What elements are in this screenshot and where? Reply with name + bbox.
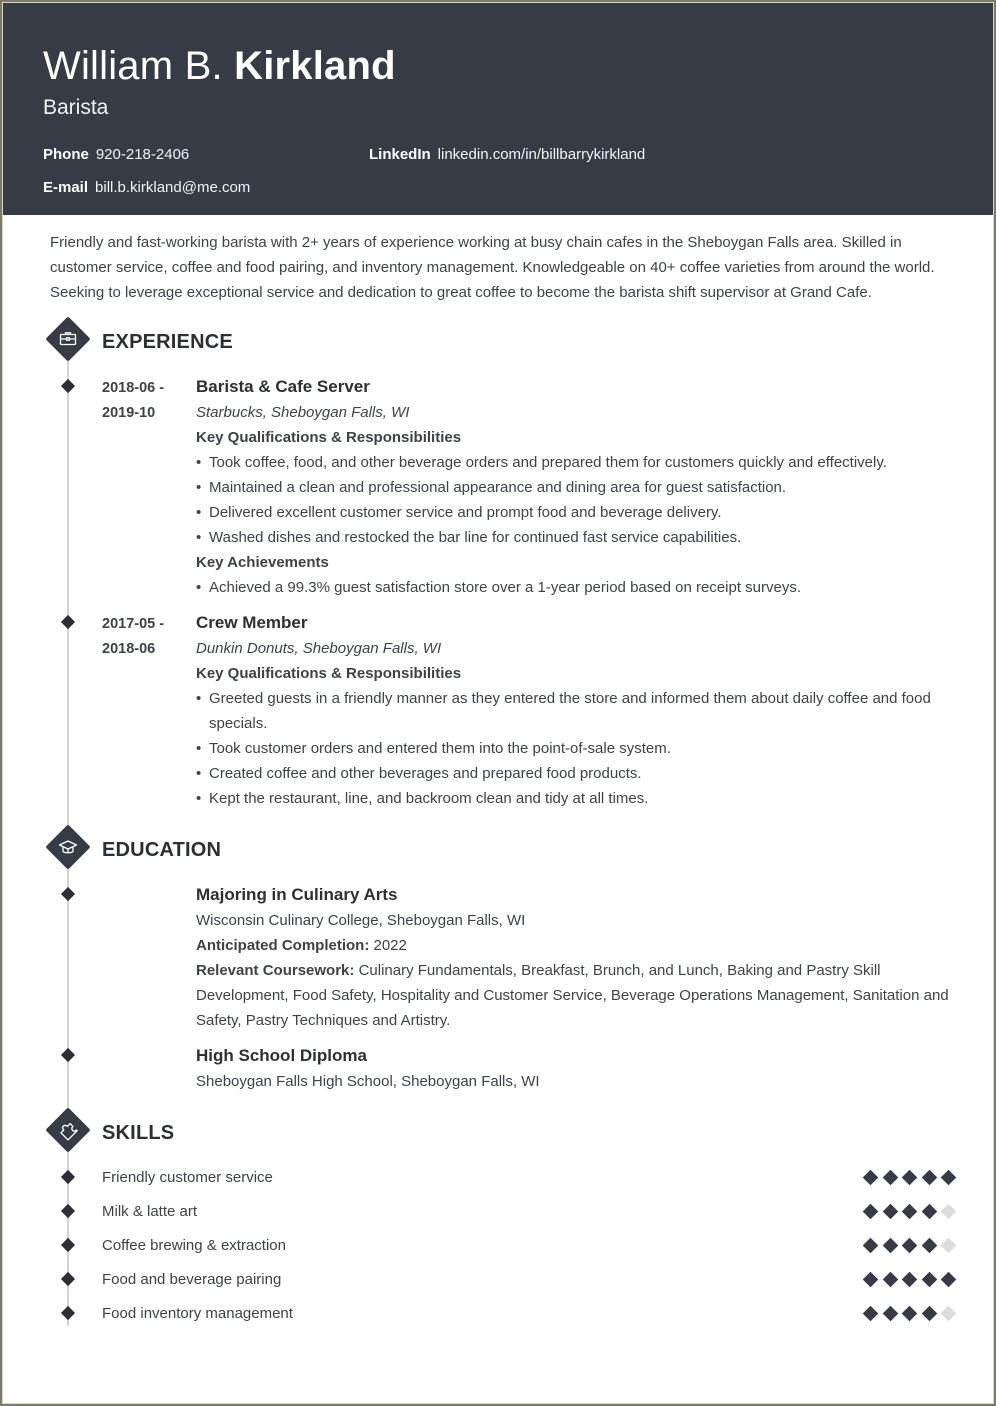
- skill-item: [102, 1166, 954, 1190]
- section-title-education: EDUCATION: [102, 839, 222, 861]
- achievements-list: [196, 575, 956, 600]
- rating-diamond-filled-icon: [902, 1272, 918, 1288]
- skill-name: Milk & latte art: [102, 1203, 198, 1220]
- first-name: William B.: [43, 44, 223, 88]
- rating-diamond-filled-icon: [902, 1170, 918, 1186]
- job-title: Crew Member: [196, 613, 308, 632]
- skill-name: Friendly customer service: [102, 1169, 273, 1186]
- list-item: • Achieved a 99.3% guest satisfaction store over a 1-year period based on receipt surveys.: [196, 575, 956, 600]
- skill-rating: [865, 1206, 954, 1217]
- section-title-skills: SKILLS: [102, 1122, 175, 1144]
- list-item: • Took coffee, food, and other beverage orders and prepared them for customers quickly and effectively.: [196, 450, 956, 475]
- school-name: Sheboygan Falls High School, Sheboygan Falls, WI: [196, 1073, 540, 1090]
- rating-diamond-filled-icon: [921, 1204, 937, 1220]
- list-item: • Took customer orders and entered them into the point-of-sale system.: [196, 736, 956, 761]
- linkedin-label: LinkedIn: [369, 146, 431, 163]
- coursework-line: Relevant Coursework: Culinary Fundamentals, Breakfast, Brunch, and Lunch, Baking and Pastry Skill Development, Food Safety, Hospitality and Customer Service, Beverage Operations Management, Sanitation and Safety, Pastry Techniques and Artistry.: [196, 962, 949, 1029]
- linkedin-link[interactable]: linkedin.com/in/billbarrykirkland: [437, 146, 646, 163]
- rating-diamond-filled-icon: [941, 1272, 957, 1288]
- school-name: Wisconsin Culinary College, Sheboygan Falls, WI: [196, 912, 526, 929]
- rating-diamond-filled-icon: [882, 1272, 898, 1288]
- contact-phone: [43, 145, 189, 165]
- achievements-heading: Key Achievements: [196, 554, 329, 571]
- contact-linkedin: [369, 145, 645, 165]
- skill-item: [102, 1234, 954, 1258]
- job-entry: [196, 374, 956, 600]
- skill-item: [102, 1268, 954, 1292]
- list-item: • Maintained a clean and professional appearance and dining area for guest satisfaction.: [196, 475, 956, 500]
- rating-diamond-filled-icon: [863, 1272, 879, 1288]
- job-title: Barista & Cafe Server: [196, 377, 370, 396]
- responsibilities-list: [196, 450, 956, 550]
- email-label: E-mail: [43, 179, 89, 196]
- skill-rating: [865, 1240, 954, 1251]
- education-entry: [196, 882, 956, 1033]
- job-date: 2017-05 - 2018-06: [102, 616, 165, 657]
- completion-line: Anticipated Completion: 2022: [196, 937, 407, 954]
- contact-email: [43, 178, 250, 198]
- section-title-experience: EXPERIENCE: [102, 331, 233, 353]
- rating-diamond-filled-icon: [902, 1306, 918, 1322]
- skill-name: Coffee brewing & extraction: [102, 1237, 286, 1254]
- list-item: • Created coffee and other beverages and prepared food products.: [196, 761, 956, 786]
- skill-name: Food inventory management: [102, 1305, 293, 1322]
- phone-value[interactable]: 920-218-2406: [95, 146, 190, 163]
- email-link[interactable]: bill.b.kirkland@me.com: [95, 179, 251, 196]
- responsibilities-heading: Key Qualifications & Responsibilities: [196, 665, 462, 682]
- skill-name: Food and beverage pairing: [102, 1271, 282, 1288]
- profile-summary: Friendly and fast-working barista with 2+ years of experience working at busy chain cafes in the Sheboygan Falls area. Skilled in customer service, coffee and food pairing, and inventory management. Knowledgeable on 40+ coffee varieties from around the world. Seeking to leverage exceptional service and dedication to great coffee to become the barista shift supervisor at Grand Cafe.: [50, 234, 935, 301]
- rating-diamond-filled-icon: [921, 1306, 937, 1322]
- skill-item: [102, 1302, 954, 1326]
- skill-rating: [865, 1274, 954, 1285]
- rating-diamond-empty-icon: [941, 1238, 957, 1254]
- rating-diamond-filled-icon: [863, 1170, 879, 1186]
- rating-diamond-filled-icon: [921, 1170, 937, 1186]
- rating-diamond-filled-icon: [882, 1170, 898, 1186]
- job-company: Dunkin Donuts, Sheboygan Falls, WI: [196, 640, 442, 657]
- rating-diamond-filled-icon: [941, 1170, 957, 1186]
- rating-diamond-empty-icon: [941, 1204, 957, 1220]
- rating-diamond-filled-icon: [863, 1204, 879, 1220]
- job-entry: [196, 610, 956, 811]
- rating-diamond-filled-icon: [863, 1306, 879, 1322]
- rating-diamond-filled-icon: [921, 1272, 937, 1288]
- job-role: Barista: [43, 96, 109, 119]
- degree-title: Majoring in Culinary Arts: [196, 885, 398, 904]
- job-company: Starbucks, Sheboygan Falls, WI: [196, 404, 410, 421]
- skill-rating: [865, 1172, 954, 1183]
- phone-label: Phone: [43, 146, 89, 163]
- timeline-line-experience: [67, 356, 69, 826]
- candidate-name: [43, 43, 396, 89]
- rating-diamond-filled-icon: [882, 1306, 898, 1322]
- resume-header: [3, 3, 993, 215]
- skill-item: [102, 1200, 954, 1224]
- list-item: • Washed dishes and restocked the bar line for continued fast service capabilities.: [196, 525, 956, 550]
- responsibilities-list: [196, 686, 956, 811]
- rating-diamond-filled-icon: [902, 1238, 918, 1254]
- last-name: Kirkland: [234, 44, 396, 88]
- list-item: • Kept the restaurant, line, and backroom clean and tidy at all times.: [196, 786, 956, 811]
- responsibilities-heading: Key Qualifications & Responsibilities: [196, 429, 462, 446]
- skill-rating: [865, 1308, 954, 1319]
- rating-diamond-filled-icon: [921, 1238, 937, 1254]
- list-item: • Delivered excellent customer service and prompt food and beverage delivery.: [196, 500, 956, 525]
- rating-diamond-filled-icon: [882, 1204, 898, 1220]
- education-entry: [196, 1043, 956, 1094]
- rating-diamond-filled-icon: [882, 1238, 898, 1254]
- job-date: 2018-06 - 2019-10: [102, 380, 165, 421]
- list-item: • Greeted guests in a friendly manner as they entered the store and informed them about daily coffee and food specials.: [196, 686, 956, 736]
- rating-diamond-filled-icon: [863, 1238, 879, 1254]
- rating-diamond-empty-icon: [941, 1306, 957, 1322]
- degree-title: High School Diploma: [196, 1046, 367, 1065]
- rating-diamond-filled-icon: [902, 1204, 918, 1220]
